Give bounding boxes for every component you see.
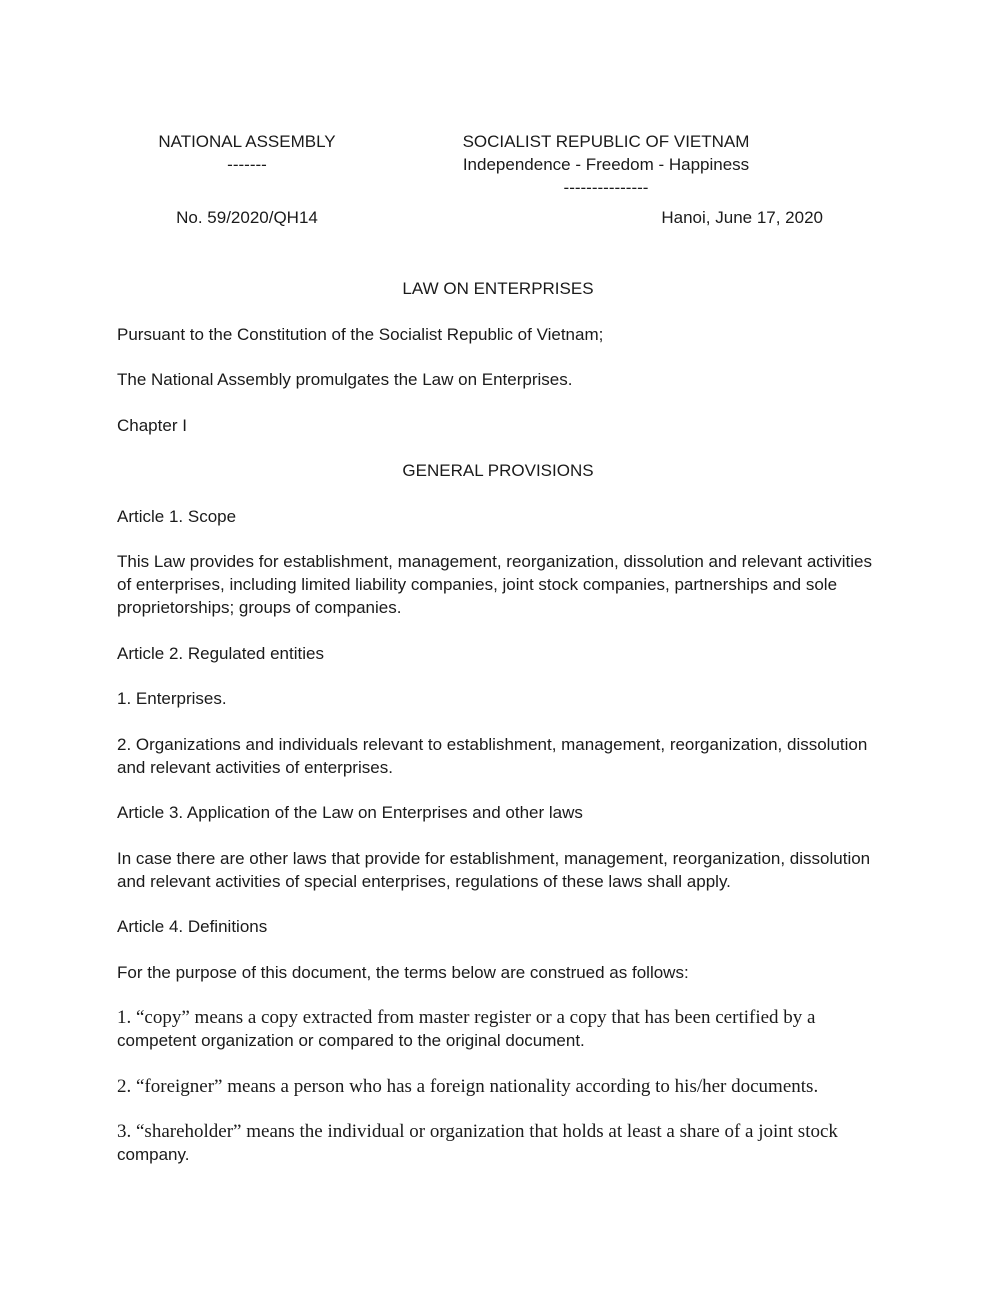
article-3-heading: Article 3. Application of the Law on Enterprises and other laws [117, 803, 583, 822]
left-divider-dashes: ------- [227, 155, 267, 174]
article-4-heading: Article 4. Definitions [117, 917, 268, 936]
article-2-heading: Article 2. Regulated entities [117, 643, 324, 663]
definition-copy-sans-part: competent organization or compared to the original document. [117, 1031, 585, 1050]
document-header [0, 130, 1000, 240]
article-4-intro: For the purpose of this document, the terms below are construed as follows: [117, 962, 689, 982]
article-1-heading: Article 1. Scope [117, 506, 237, 526]
national-motto: Independence - Freedom - Happiness [462, 155, 750, 174]
definition-shareholder-sans-part: company. [117, 1145, 190, 1164]
issuing-authority-block [117, 130, 377, 176]
definition-shareholder-serif-part: 3. “shareholder” means the individual or organization that holds at least a share of a joint stock [117, 1121, 838, 1142]
place-and-date: Hanoi, June 17, 2020 [661, 208, 823, 227]
definition-foreigner: 2. “foreigner” means a person who has a foreign nationality according to his/her documents. [117, 1075, 819, 1097]
document-body [117, 277, 879, 1189]
right-divider-dashes: --------------- [563, 178, 649, 197]
article-2-item-2: 2. Organizations and individuals relevant to establishment, management, reorganization, dissolution and relevant activities of enterprises. [117, 734, 868, 777]
definition-shareholder [117, 1120, 879, 1166]
article-3-body: In case there are other laws that provide for establishment, management, reorganization, dissolution and relevant activities of special enterprises, regulations of these laws shall apply. [117, 848, 871, 891]
document-number: No. 59/2020/QH14 [176, 208, 318, 227]
preamble-pursuant: Pursuant to the Constitution of the Socialist Republic of Vietnam; [117, 324, 604, 344]
article-2-item-1: 1. Enterprises. [117, 689, 227, 708]
national-heading-block [430, 130, 782, 199]
issuing-authority: NATIONAL ASSEMBLY [158, 132, 336, 151]
definition-copy [117, 1006, 879, 1052]
definition-copy-serif-part: 1. “copy” means a copy extracted from master register or a copy that has been certified by a [117, 1007, 816, 1028]
country-name: SOCIALIST REPUBLIC OF VIETNAM [462, 132, 750, 151]
chapter-title: GENERAL PROVISIONS [402, 461, 594, 480]
document-title: LAW ON ENTERPRISES [402, 279, 594, 298]
preamble-promulgation: The National Assembly promulgates the Law on Enterprises. [117, 370, 573, 389]
chapter-label: Chapter I [117, 415, 187, 435]
article-1-body: This Law provides for establishment, management, reorganization, dissolution and relevant activities of enterprises, including limited liability companies, joint stock companies, partnerships and sole proprietorships; groups of companies. [117, 552, 873, 617]
